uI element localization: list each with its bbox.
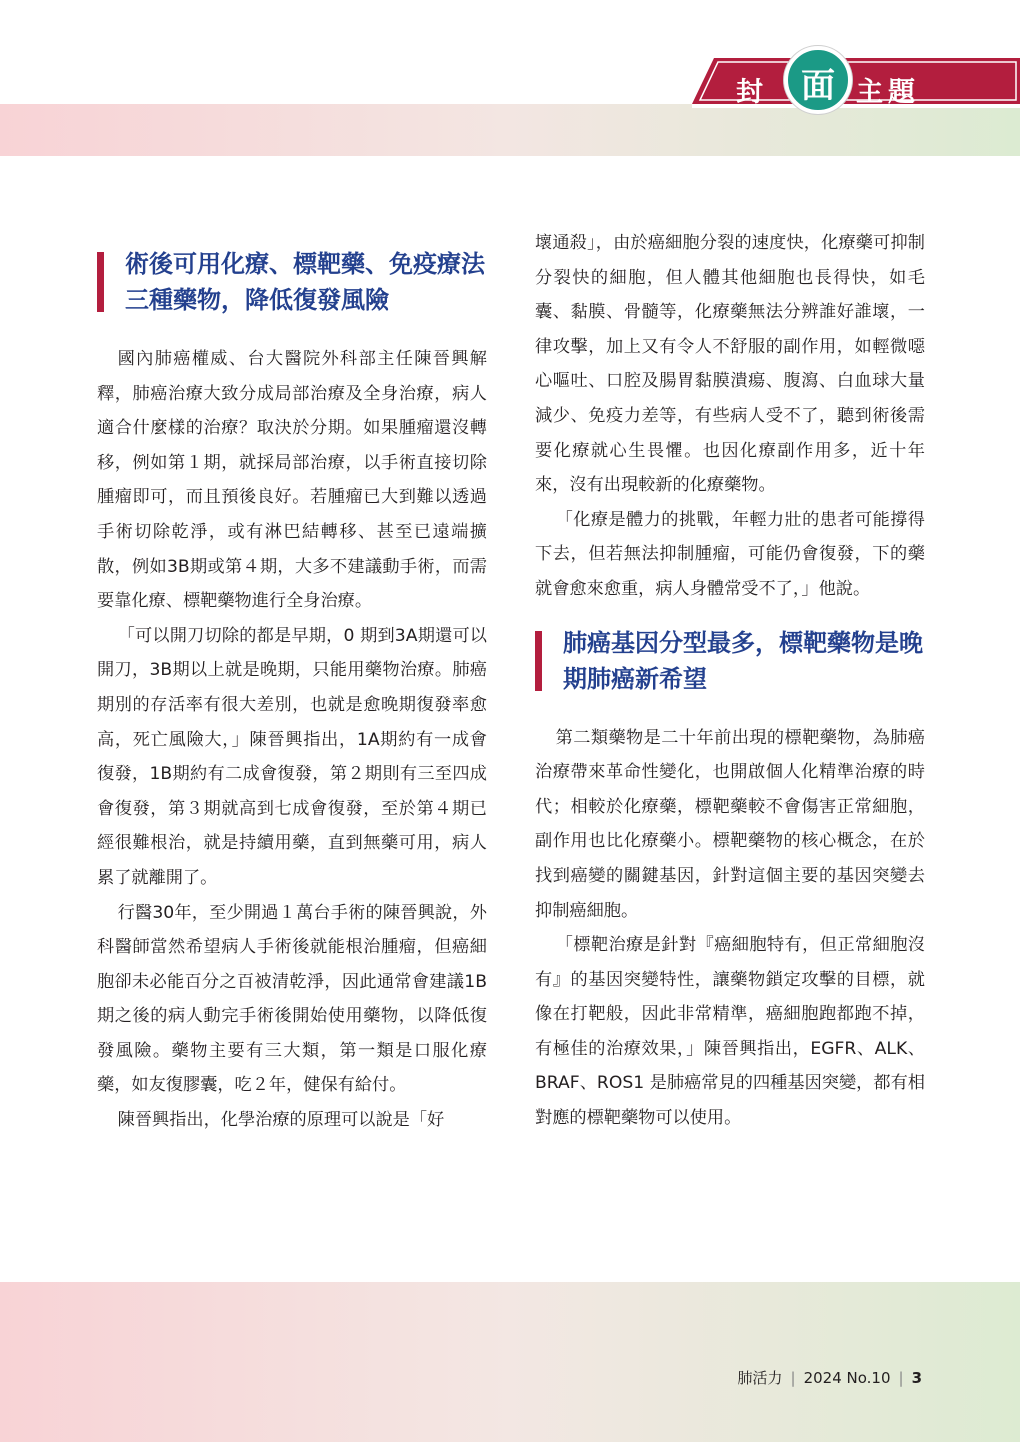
section-heading-2 [535,625,925,697]
footer-band [0,1282,1020,1442]
paragraph: 第二類藥物是二十年前出現的標靶藥物，為肺癌治療帶來革命性變化，也開啟個人化精準治療的時代；相較於化療藥，標靶藥較不會傷害正常細胞，副作用也比化療藥小。標靶藥物的核心概念，在於找到癌變的關鍵基因，針對這個主要的基因突變去抑制癌細胞。 [535,727,925,921]
section-heading-1 [97,246,487,318]
paragraph-continuation: 壞通殺」，由於癌細胞分裂的速度快，化療藥可抑制分裂快的細胞，但人體其他細胞也長得快，如毛囊、黏膜、骨髓等，化療藥無法分辨誰好誰壞，一律攻擊，加上又有令人不舒服的副作用，如輕微噁心嘔吐、口腔及腸胃黏膜潰瘍、腹瀉、白血球大量減少、免疫力差等，有些病人受不了，聽到術後需要化療就心生畏懼。也因化療副作用多，近十年來，沒有出現較新的化療藥物。 [535,233,925,496]
page-footer [737,1367,922,1388]
section-label-char-2: 面 [801,66,835,106]
heading-text: 術後可用化療、標靶藥、免疫療法三種藥物，降低復發風險 [125,250,485,314]
footer-separator: | [898,1369,904,1387]
footer-separator: | [790,1369,796,1387]
section-tab [692,58,1020,114]
heading-accent-bar [97,252,104,312]
left-column [97,246,487,1138]
section-label-circle [784,46,852,114]
paragraph: 國內肺癌權威、台大醫院外科部主任陳晉興解釋，肺癌治療大致分成局部治療及全身治療，病人適合什麼樣的治療？取決於分期。如果腫瘤還沒轉移，例如第１期，就採局部治療，以手術直接切除腫瘤即可，而且預後良好。若腫瘤已大到難以透過手術切除乾淨，或有淋巴結轉移、甚至已遠端擴散，例如3B期或第４期，大多不建議動手術，而需要靠化療、標靶藥物進行全身治療。 [97,349,487,612]
paragraph: 陳晉興指出，化學治療的原理可以說是「好 [117,1110,445,1131]
paragraph: 「標靶治療是針對『癌細胞特有，但正常細胞沒有』的基因突變特性，讓藥物鎖定攻擊的目標，就像在打靶般，因此非常精準，癌細胞跑都跑不掉，有極佳的治療效果，」陳晉興指出，EGFR、ALK、BRAF、ROS1 是肺癌常見的四種基因突變，都有相對應的標靶藥物可以使用。 [535,935,925,1129]
right-column [535,226,925,1136]
section-label-char-4: 題 [888,77,915,108]
issue-number: 2024 No.10 [803,1369,891,1387]
section-label-char-1: 封 [736,77,763,108]
heading-text: 肺癌基因分型最多，標靶藥物是晚期肺癌新希望 [563,628,923,693]
paragraph: 「化療是體力的挑戰，年輕力壯的患者可能撐得下去，但若無法抑制腫瘤，可能仍會復發，下的藥就會愈來愈重，病人身體常受不了，」他說。 [535,509,925,599]
page-number: 3 [911,1369,922,1387]
paragraph: 行醫30年，至少開過１萬台手術的陳晉興說，外科醫師當然希望病人手術後就能根治腫瘤，但癌細胞卻未必能百分之百被清乾淨，因此通常會建議1B期之後的病人動完手術後開始使用藥物，以降低復發風險。藥物主要有三大類，第一類是口服化療藥，如友復膠囊，吃２年，健保有給付。 [97,902,487,1096]
paragraph: 「可以開刀切除的都是早期，0 期到3A期還可以開刀，3B期以上就是晚期，只能用藥物治療。肺癌期別的存活率有很大差別，也就是愈晚期復發率愈高，死亡風險大，」陳晉興指出，1A期約有一成會復發，1B期約有二成會復發，第２期則有三至四成會復發，第３期就高到七成會復發，至於第４期已經很難根治，就是持續用藥，直到無藥可用，病人累了就離開了。 [97,625,487,888]
section-label-char-3: 主 [856,77,883,108]
heading-accent-bar [535,631,542,691]
magazine-name: 肺活力 [737,1369,783,1387]
